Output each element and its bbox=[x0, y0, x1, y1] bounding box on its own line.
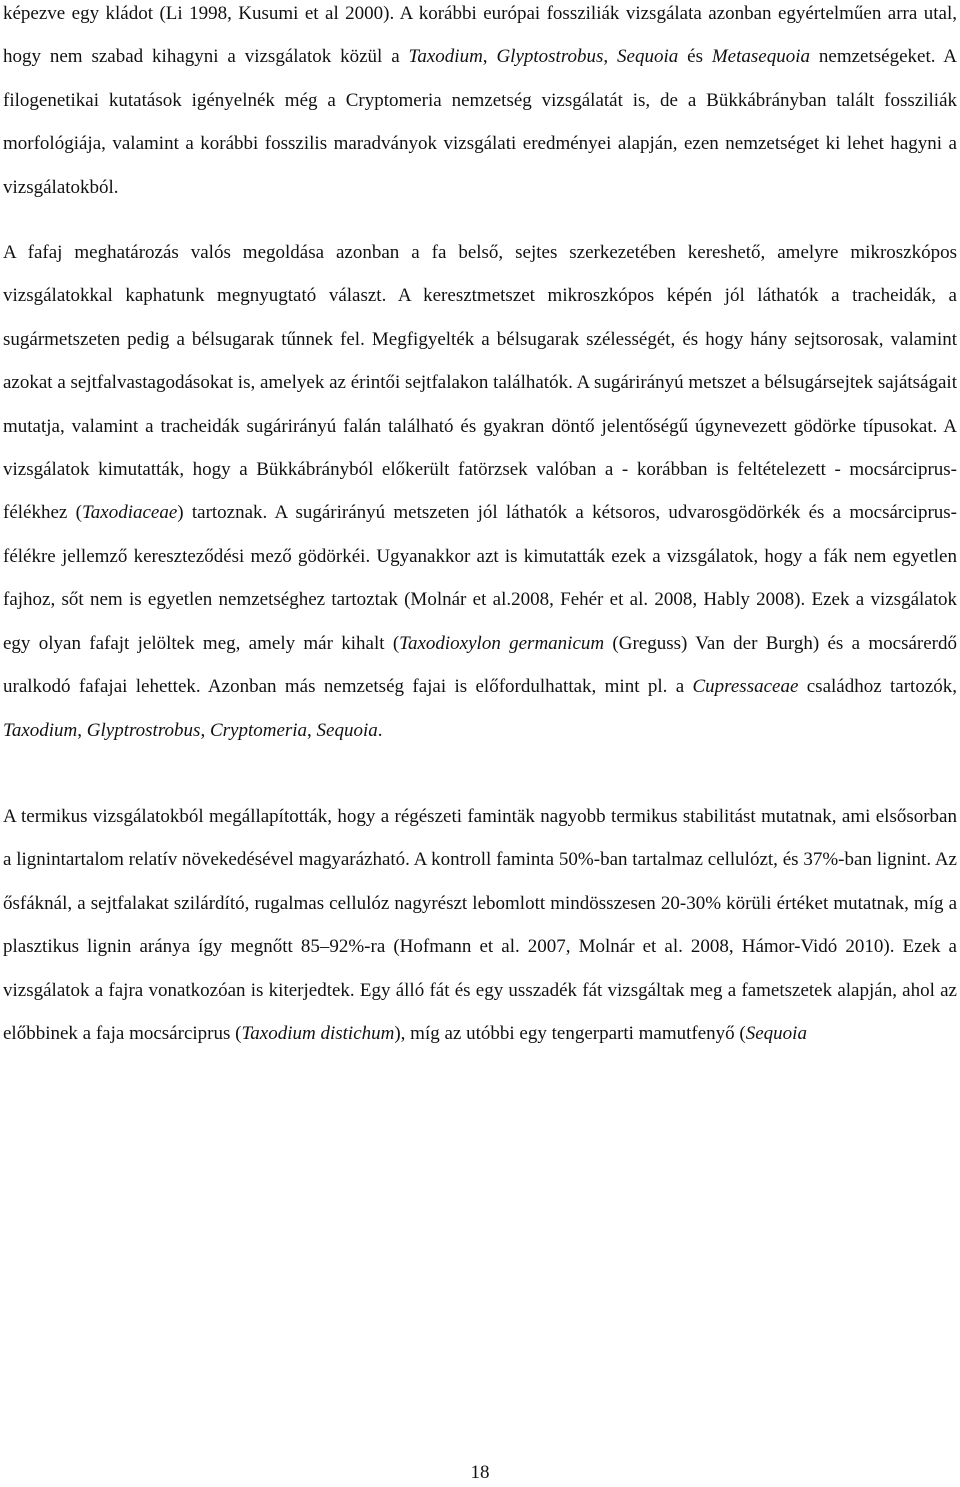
italic-run: Glyptostrobus bbox=[496, 46, 604, 68]
italic-run: Glyptrostrobus bbox=[86, 719, 201, 741]
italic-run: Metasequoia bbox=[711, 46, 811, 68]
text-run: és bbox=[678, 46, 712, 68]
italic-run: Taxodium bbox=[3, 719, 78, 741]
italic-run: Sequoia bbox=[745, 1022, 807, 1044]
italic-run: Cryptomeria bbox=[209, 719, 308, 741]
document-page bbox=[3, 0, 957, 1055]
text-run: . bbox=[377, 719, 383, 741]
paragraph-2 bbox=[3, 231, 957, 752]
text-run: , bbox=[200, 719, 210, 741]
text-run: , bbox=[77, 719, 87, 741]
italic-run: Taxodioxylon germanicum bbox=[399, 632, 605, 654]
text-run: képezve egy kládot (Li 1998, Kusumi et al 2000). A korábbi európai fossziliák vizsgálata azonban egyértelműen arra utal, hogy nem szabad kihagyni a vizsgálatok közül a bbox=[3, 3, 957, 68]
text-run: , bbox=[482, 46, 497, 68]
text-run: nemzetségeket. A filogenetikai kutatások igényelnék még a Cryptomeria nemzetség vizsgálatát is, de a Bükkábrányban talált fossziliák morfológiája, valamint a korábbi fosszilis maradványok vizsgálati eredményei alapján, ezen nemzetséget ki lehet hagyni a vizsgálatokból. bbox=[3, 46, 958, 198]
text-run: A fafaj meghatározás valós megoldása azonban a fa belső, sejtes szerkezetében kereshető, amelyre mikroszkópos vizsgálatokkal kaphatunk megnyugtató választ. A keresztmetszet mikroszkópos képén jól láthatók a tracheidák, a sugármetszeten pedig a bélsugarak tűnnek fel. Megfigyelték a bélsugarak szélességét, és hogy hány sejtsorosak, valamint azokat a sejtfalvastagodásokat is, amelyek az érintői sejtfalakon találhatók. A sugárirányú metszet a bélsugársejtek sajátságait mutatja, valamint a tracheidák sugárirányú falán található és gyakran döntő jelentőségű úgynevezett gödörke típusokat. A vizsgálatok kimutatták, hogy a Bükkábrányból előkerült fatörzsek valóban a - korábban is feltételezett - mocsárciprus-félékhez ( bbox=[3, 242, 957, 524]
text-run: , bbox=[603, 46, 618, 68]
text-run: családhoz tartozók, bbox=[798, 676, 957, 698]
italic-run: Taxodium bbox=[408, 46, 483, 68]
text-run: (Greguss) Van der Burgh) és a mocsárerdő uralkodó fafajai lehettek. Azonban más nemzetség fajai is előfordulhattak, mint pl. a bbox=[3, 632, 957, 698]
text-run: A termikus vizsgálatokból megállapították, hogy a régészeti famintäk nagyobb termikus stabilitást mutatnak, ami elsősorban a lignintartalom relatív növekedésével magyarázható. A kontroll faminta 50%-ban tartalmaz cellulózt, és 37%-ban lignint. Az ősfáknál, a sejtfalakat szilárdító, rugalmas cellulóz nagyrészt lebomlott mindösszesen 20-30% körüli értéket mutatnak, míg a plasztikus lignin aránya így megnőtt 85–92%-ra (Hofmann et al. 2007, Molnár et al. 2008, Hámor-Vidó 2010). Ezek a vizsgálatok a fajra vonatkozóan is kiterjedtek. Egy álló fát és egy usszadék fát vizsgáltak meg a fametszetek alapján, ahol az előbbinek a faja mocsárciprus ( bbox=[3, 805, 957, 1044]
italic-run: Cupressaceae bbox=[692, 676, 799, 698]
paragraph-1 bbox=[3, 0, 957, 209]
page-number: 18 bbox=[470, 1462, 490, 1483]
italic-run: Taxodium distichum bbox=[241, 1022, 395, 1044]
paragraph-3 bbox=[3, 795, 957, 1055]
italic-run: Sequoia bbox=[316, 719, 378, 741]
italic-run: Sequoia bbox=[617, 46, 679, 68]
text-run: ) tartoznak. A sugárirányú metszeten jól láthatók a kétsoros, udvarosgödörkék és a mocsárciprus-félékre jellemző kereszteződési mező gödörkéi. Ugyanakkor azt is kimutatták ezek a vizsgálatok, hogy a fák nem egyetlen fajhoz, sőt nem is egyetlen nemzetséghez tartoztak (Molnár et al.2008, Fehér et al. 2008, Hably 2008). Ezek a vizsgálatok egy olyan fafajt jelöltek meg, amely már kihalt ( bbox=[3, 502, 957, 654]
text-run: ), míg az utóbbi egy tengerparti mamutfenyő ( bbox=[394, 1022, 746, 1044]
text-run: , bbox=[307, 719, 317, 741]
italic-run: Taxodiaceae bbox=[81, 502, 178, 524]
